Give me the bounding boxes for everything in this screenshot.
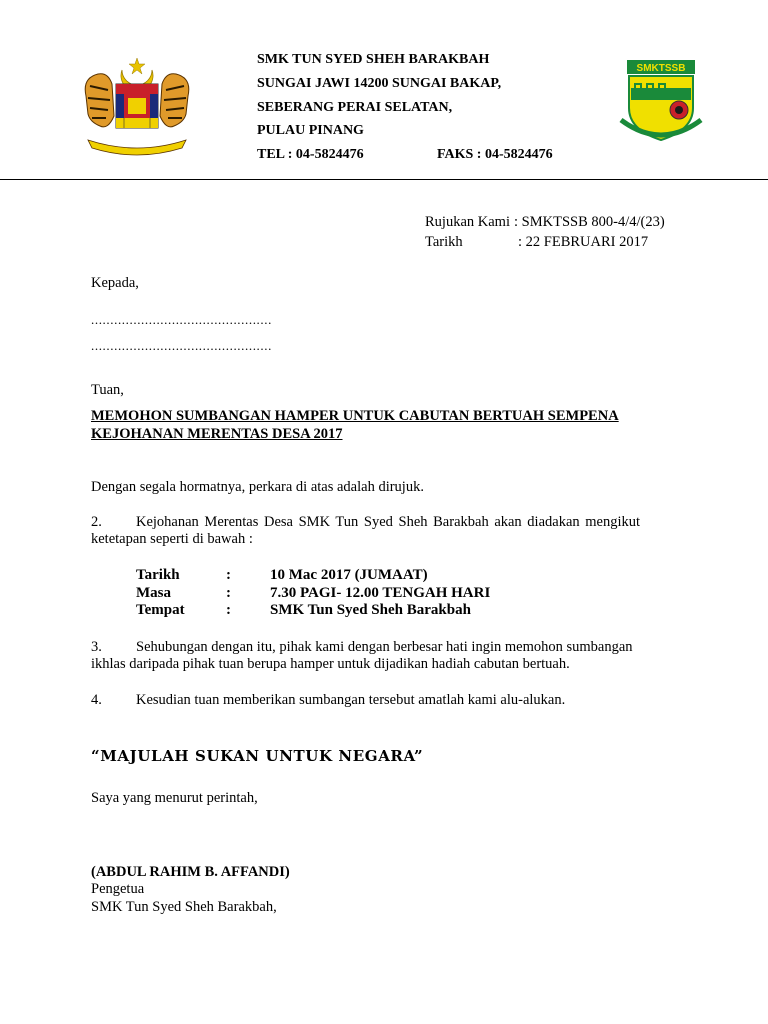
recipient-line-2: ............................................... [91,338,272,353]
reference-label: Rujukan Kami [425,214,510,230]
detail-label: Tarikh [136,567,180,583]
paragraph-2-number: 2. [91,514,102,530]
signatory-name: (ABDUL RAHIM B. AFFANDI) [91,864,290,880]
paragraph-2-line-2: ketetapan seperti di bawah : [91,531,253,547]
detail-separator: : [226,585,231,601]
reference-value: : SMKTSSB 800-4/4/(23) [514,214,665,230]
detail-label: Masa [136,585,171,601]
address-line-2: SEBERANG PERAI SELATAN, [257,100,453,115]
address-line-3: PULAU PINANG [257,123,364,138]
school-crest-label: SMKTSSB [636,63,686,74]
detail-value: 10 Mac 2017 (JUMAAT) [270,567,428,583]
recipient-line-1: ............................................... [91,312,272,327]
school-crest-logo [617,58,705,146]
school-name: SMK TUN SYED SHEH BARAKBAH [257,52,490,67]
detail-separator: : [226,567,231,583]
paragraph-3-line-1: Sehubungan dengan itu, pihak kami dengan berbesar hati ingin memohon sumbangan [136,639,633,655]
subject-line-2: KEJOHANAN MERENTAS DESA 2017 [91,426,343,442]
paragraph-3-number: 3. [91,639,102,655]
date-label: Tarikh [425,234,463,250]
fax: FAKS : 04-5824476 [437,147,553,162]
closing: Saya yang menurut perintah, [91,790,258,806]
detail-label: Tempat [136,602,185,618]
recipient-heading: Kepada, [91,275,139,291]
salutation: Tuan, [91,382,124,398]
paragraph-4-number: 4. [91,692,102,708]
paragraph-1: Dengan segala hormatnya, perkara di atas adalah dirujuk. [91,479,424,495]
date-value: : 22 FEBRUARI 2017 [518,234,649,250]
telephone: TEL : 04-5824476 [257,147,364,162]
paragraph-4-line-1: Kesudian tuan memberikan sumbangan tersebut amatlah kami alu-alukan. [136,692,566,708]
header-divider [0,179,768,180]
coat-of-arms-logo [78,56,196,156]
subject-line-1: MEMOHON SUMBANGAN HAMPER UNTUK CABUTAN BERTUAH SEMPENA [91,408,619,424]
detail-value: SMK Tun Syed Sheh Barakbah [270,602,471,618]
paragraph-2-line-1: Kejohanan Merentas Desa SMK Tun Syed Sheh Barakbah akan diadakan mengikut [136,514,641,530]
signatory-title: Pengetua [91,881,145,897]
address-line-1: SUNGAI JAWI 14200 SUNGAI BAKAP, [257,76,502,91]
paragraph-3-line-2: ikhlas daripada pihak tuan berupa hamper untuk dijadikan hadiah cabutan bertuah. [91,656,570,672]
motto: “MAJULAH SUKAN UNTUK NEGARA” [91,747,424,765]
detail-value: 7.30 PAGI- 12.00 TENGAH HARI [270,585,491,601]
signatory-school: SMK Tun Syed Sheh Barakbah, [91,899,277,915]
detail-separator: : [226,602,231,618]
